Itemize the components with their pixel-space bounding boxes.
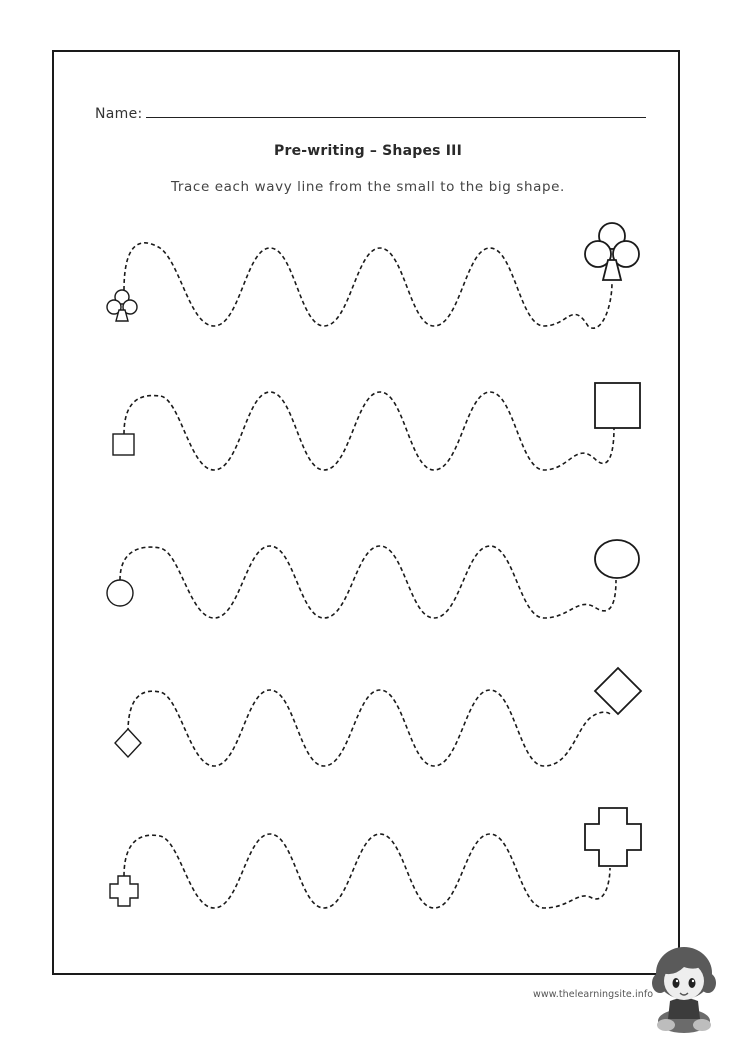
wavy-trace-line[interactable] bbox=[120, 546, 616, 618]
diamond-icon bbox=[115, 729, 141, 757]
tracing-row-2 bbox=[113, 383, 640, 470]
square-icon bbox=[113, 434, 134, 455]
club-icon bbox=[585, 223, 639, 280]
worksheet-title: Pre-writing – Shapes III bbox=[274, 143, 462, 159]
cross-icon bbox=[585, 808, 641, 866]
tracing-row-5 bbox=[110, 808, 641, 908]
wavy-trace-line[interactable] bbox=[124, 392, 614, 470]
tracing-row-3 bbox=[107, 540, 639, 618]
club-icon bbox=[107, 290, 137, 321]
girl-mascot-icon bbox=[652, 947, 716, 1033]
square-icon bbox=[595, 383, 640, 428]
cross-icon bbox=[110, 876, 138, 906]
footer-website-url: www.thelearningsite.info bbox=[533, 989, 654, 1000]
wavy-trace-line[interactable] bbox=[124, 243, 612, 328]
wavy-trace-line[interactable] bbox=[124, 834, 610, 908]
circle-icon bbox=[107, 580, 133, 606]
tracing-row-1 bbox=[107, 223, 639, 328]
diamond-icon bbox=[595, 668, 641, 714]
circle-icon bbox=[595, 540, 639, 578]
worksheet-instructions: Trace each wavy line from the small to the big shape. bbox=[171, 179, 565, 195]
wavy-trace-line[interactable] bbox=[128, 690, 610, 766]
tracing-row-4 bbox=[115, 668, 641, 766]
name-label: Name: bbox=[95, 106, 143, 122]
